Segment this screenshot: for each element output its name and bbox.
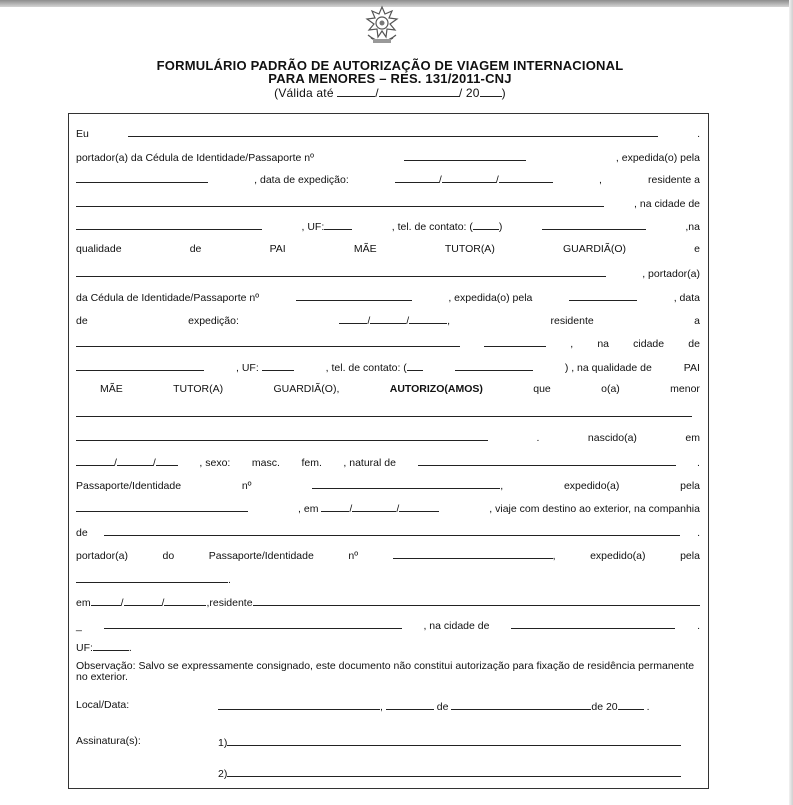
companion-name-field[interactable]: [104, 525, 680, 536]
line-local-date: [76, 699, 700, 712]
minor-passport-field[interactable]: [312, 478, 500, 489]
parent2-date-day[interactable]: [339, 313, 367, 324]
parent1-date-month[interactable]: [442, 172, 496, 183]
word: na: [597, 338, 610, 350]
line-parent1-doc: [76, 150, 700, 165]
word: a: [694, 315, 700, 327]
parent1-date-day[interactable]: [395, 172, 439, 183]
dot: .: [536, 432, 540, 444]
line-companion-issuer: [76, 572, 700, 587]
slash: /: [438, 174, 442, 186]
validity-prefix: (Válida até: [274, 86, 334, 100]
slash: /: [152, 457, 156, 469]
dot: .: [697, 527, 700, 539]
option-masc[interactable]: masc.: [251, 457, 280, 469]
comma: ,: [500, 480, 504, 492]
na-label: ,na: [685, 221, 700, 233]
word: do: [162, 550, 175, 562]
validity-year-field[interactable]: [480, 86, 502, 97]
companion-passport-field[interactable]: [393, 548, 553, 559]
passport-label: Passaporte/Identidade: [208, 550, 314, 562]
em-label: , em: [298, 503, 319, 515]
form-title-line2: PARA MENORES – RES. 131/2011-CNJ: [268, 71, 512, 86]
doc-label: portador(a) da Cédula de Identidade/Passaporte nº: [76, 152, 314, 164]
line-companion: [76, 525, 700, 540]
line-parent2-address: [76, 336, 700, 351]
line-eu: [76, 126, 700, 141]
city-label: , na cidade de: [423, 620, 490, 632]
parent2-address-number-field[interactable]: [484, 336, 546, 347]
issued-label: expedido(a): [563, 480, 620, 492]
dot: .: [646, 701, 650, 713]
minor-issue-day[interactable]: [321, 501, 349, 512]
line-parent2-name: [76, 266, 700, 281]
companion-uf-field[interactable]: [93, 640, 129, 651]
option-guardiao[interactable]: GUARDIÃ(O): [562, 243, 626, 255]
minor-issue-month[interactable]: [352, 501, 396, 512]
observation-text: Observação: Salvo se expressamente consignado, este documento não constitui autorização para fixação de residência permanente no exterior.: [76, 660, 695, 683]
local-date-label: Local/Data:: [76, 699, 130, 711]
parent1-city-field[interactable]: [76, 219, 262, 230]
signature-1-field[interactable]: [227, 735, 681, 746]
parent2-uf-field[interactable]: [262, 360, 294, 371]
dot: .: [228, 574, 231, 586]
word: de: [76, 527, 88, 539]
resident-label: residente: [550, 315, 594, 327]
parent2-name-field[interactable]: [76, 266, 606, 277]
parent2-ddd-field[interactable]: [407, 360, 423, 371]
slash: /: [495, 174, 499, 186]
number-label: nº: [241, 480, 252, 492]
comma: ,: [447, 315, 451, 327]
birth-month[interactable]: [117, 455, 153, 466]
slash: /: [367, 315, 371, 327]
line-minor-sex: [76, 455, 700, 470]
form-title-line1: FORMULÁRIO PADRÃO DE AUTORIZAÇÃO DE VIAGEM INTERNACIONAL: [156, 58, 624, 73]
issue-date-label: , data de expedição:: [254, 174, 349, 186]
companion-address-field-2[interactable]: [104, 618, 402, 629]
word: de: [76, 315, 88, 327]
eu-label: Eu: [76, 128, 89, 140]
option-guardiao[interactable]: GUARDIÃ(O),: [273, 383, 340, 395]
parent2-date-year[interactable]: [409, 313, 447, 324]
line-companion-passport: [76, 548, 700, 563]
slash: /: [406, 315, 410, 327]
parent1-address-field[interactable]: [76, 196, 604, 207]
issue-date-label: expedição:: [188, 315, 239, 327]
born-label: nascido(a): [587, 432, 637, 444]
doc-label: da Cédula de Identidade/Passaporte nº: [76, 292, 260, 304]
slash: /: [161, 597, 165, 609]
line-parent1-quality: [76, 243, 700, 256]
companion-city-field[interactable]: [511, 618, 675, 629]
city-label: , na cidade de: [634, 198, 700, 210]
word: portador(a): [76, 550, 128, 562]
dash: _: [76, 620, 82, 632]
line-authorize: [100, 383, 700, 396]
option-mae[interactable]: MÃE: [353, 243, 377, 255]
comma: ,: [598, 174, 602, 186]
parent2-date-month[interactable]: [370, 313, 406, 324]
local-field[interactable]: [218, 699, 380, 710]
dot: .: [697, 620, 700, 632]
validity-slash: /: [375, 86, 379, 100]
date-label: , data: [673, 292, 700, 304]
signature-2-field[interactable]: [227, 766, 681, 777]
line-parent1-address: [76, 196, 700, 211]
line-companion-date: [76, 595, 700, 610]
signatures-label: Assinatura(s):: [76, 735, 141, 747]
issued-by-label: , expedida(o) pela: [615, 152, 700, 164]
companion-issue-month[interactable]: [124, 595, 162, 606]
comma: ,: [380, 701, 383, 713]
parent2-phone-field[interactable]: [455, 360, 533, 371]
validity-year-prefix: / 20: [458, 86, 480, 100]
line-parent1-issuer: [76, 172, 700, 187]
parent1-doc-number-field[interactable]: [404, 150, 526, 161]
option-fem[interactable]: fem.: [301, 457, 322, 469]
parent2-issuer-field[interactable]: [569, 290, 637, 301]
validity-suffix: ): [501, 86, 506, 100]
word: em: [685, 432, 700, 444]
line-parent1-city: [76, 219, 700, 234]
form-box: [68, 113, 709, 789]
validity-line: [0, 86, 780, 100]
year-prefix: de 20: [591, 701, 618, 713]
line-companion-city: [76, 618, 700, 633]
signature-1-label: 1): [218, 737, 228, 749]
resident-label: ,residente: [206, 597, 253, 609]
parent1-uf-field[interactable]: [324, 219, 352, 230]
companion-issuer-field[interactable]: [76, 572, 228, 583]
word: menor: [670, 383, 700, 395]
line-signature-1: [76, 735, 700, 748]
line-parent2-city: [76, 360, 700, 375]
minor-name-field[interactable]: [76, 406, 692, 417]
coat-of-arms-icon: [362, 5, 402, 47]
minor-issue-year[interactable]: [399, 501, 439, 512]
parent2-city-field[interactable]: [76, 360, 204, 371]
uf-label: UF:: [76, 642, 93, 654]
date-year-field[interactable]: [618, 699, 644, 710]
comma: ,: [552, 550, 556, 562]
travel-label: , viaje com destino ao exterior, na companhia: [489, 503, 700, 515]
birth-day[interactable]: [76, 455, 114, 466]
dot: .: [697, 128, 700, 140]
line-parent2-doc: [76, 290, 700, 305]
number-label: nº: [348, 550, 359, 562]
passport-label: Passaporte/Identidade: [76, 480, 182, 492]
word: e: [694, 243, 700, 255]
word: o(a): [601, 383, 620, 395]
quality-label: ) , na qualidade de: [564, 362, 652, 374]
authorize-label: AUTORIZO(AMOS): [389, 383, 483, 395]
validity-month-field[interactable]: [379, 86, 459, 97]
tel-label: , tel. de contato: (: [325, 362, 407, 374]
option-pai[interactable]: PAI: [269, 243, 286, 255]
minor-name-field-2[interactable]: [76, 430, 488, 441]
line-minor-issuer: [76, 501, 700, 516]
parent1-date-year[interactable]: [499, 172, 553, 183]
word: de: [189, 243, 202, 255]
birthplace-field[interactable]: [418, 455, 676, 466]
issued-by-label: , expedida(o) pela: [448, 292, 533, 304]
slash: /: [349, 503, 353, 515]
parent1-name-field[interactable]: [128, 126, 658, 137]
uf-label: , UF:: [301, 221, 325, 233]
date-day-field[interactable]: [386, 699, 434, 710]
scroll-edge: [789, 0, 793, 805]
slash: /: [396, 503, 400, 515]
word: de: [436, 701, 449, 713]
companion-address-field[interactable]: [253, 595, 700, 606]
parent2-doc-number-field[interactable]: [296, 290, 412, 301]
uf-label: , UF:: [236, 362, 259, 374]
slash: /: [114, 457, 117, 469]
word: pela: [680, 550, 700, 562]
comma: ,: [570, 338, 574, 350]
parent1-phone-field[interactable]: [542, 219, 646, 230]
companion-issue-day[interactable]: [91, 595, 121, 606]
resident-label: residente a: [648, 174, 700, 186]
natural-label: , natural de: [343, 457, 396, 469]
line-minor-passport: [76, 478, 700, 493]
em-label: em: [76, 597, 91, 609]
option-tutor[interactable]: TUTOR(A): [444, 243, 495, 255]
companion-issue-year[interactable]: [164, 595, 206, 606]
word: que: [533, 383, 551, 395]
dot: .: [128, 642, 132, 654]
parent2-address-field[interactable]: [76, 336, 460, 347]
signature-2-label: 2): [218, 768, 228, 780]
validity-day-field[interactable]: [337, 86, 375, 97]
line-parent2-date: [76, 313, 700, 328]
word: cidade: [633, 338, 665, 350]
sex-label: , sexo:: [199, 457, 231, 469]
paren: ): [498, 221, 503, 233]
parent1-ddd-field[interactable]: [473, 219, 499, 230]
issued-label: expedido(a): [590, 550, 646, 562]
tel-label: , tel. de contato: (: [391, 221, 473, 233]
date-month-field[interactable]: [451, 699, 591, 710]
line-minor-birth: [76, 430, 700, 445]
dot: .: [697, 457, 700, 469]
word: qualidade: [76, 243, 122, 255]
parent1-issuer-field[interactable]: [76, 172, 208, 183]
word: pela: [680, 480, 700, 492]
line-companion-uf: [76, 640, 700, 655]
slash: /: [120, 597, 124, 609]
line-minor-name: [76, 406, 700, 421]
birth-year[interactable]: [156, 455, 178, 466]
holder-label: , portador(a): [642, 268, 700, 280]
minor-issuer-field[interactable]: [76, 501, 248, 512]
option-mae[interactable]: MÃE: [100, 383, 123, 395]
option-pai[interactable]: PAI: [683, 362, 700, 374]
word: de: [688, 338, 700, 350]
option-tutor[interactable]: TUTOR(A): [173, 383, 224, 395]
